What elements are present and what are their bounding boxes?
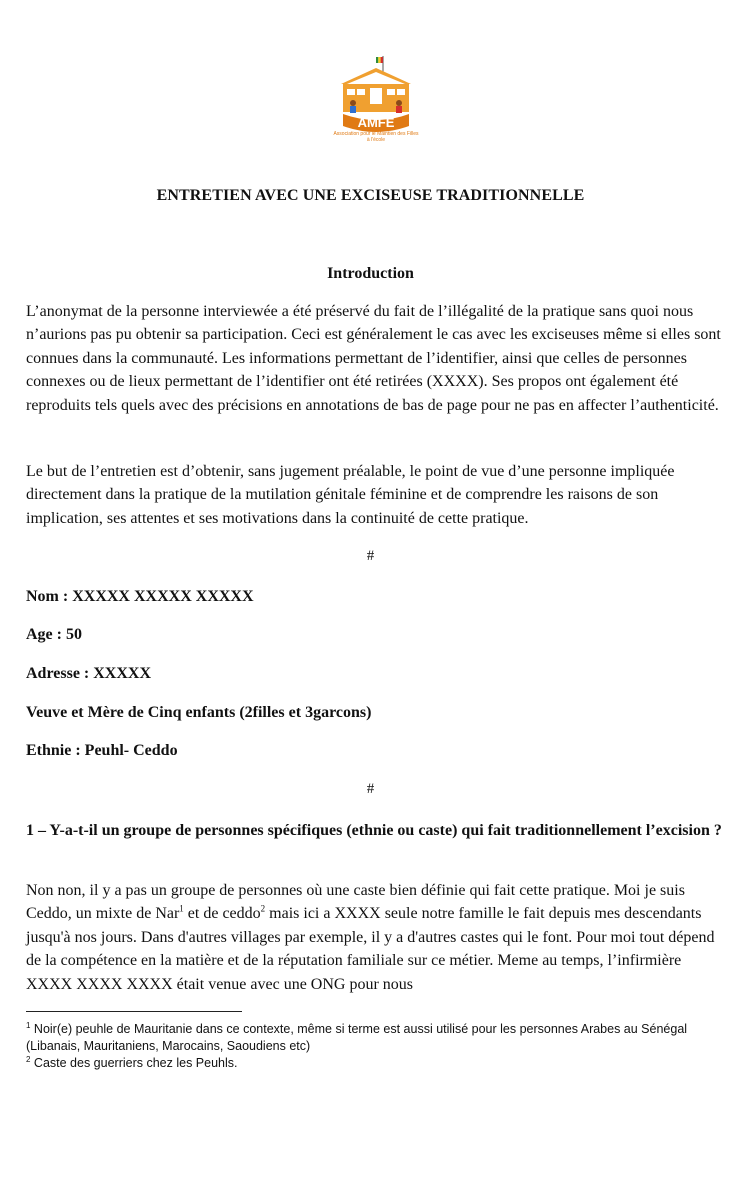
- document-title: ENTRETIEN AVEC UNE EXCISEUSE TRADITIONNELLE: [156, 187, 585, 204]
- profile-ethnie: Ethnie : Peuhl- Ceddo: [26, 742, 178, 759]
- footnotes: [26, 1021, 726, 1072]
- logo-name: AMFE: [357, 115, 395, 130]
- footnote-number: 1: [26, 1020, 31, 1030]
- answer-1-part-c: mais ici a XXXX seule notre famille le fait depuis mes descendants jusqu'à nos jours. Dans d'autres villages par exemple, il y a d'autres castes qui le font. Pour moi tout dépend de la compétence en la matière et de la réputation familiale sur ce métier. Meme au temps, l’infirmière XXXX XXXX XXXX était venue avec une ONG pour nous: [26, 905, 715, 993]
- intro-paragraph-1: L’anonymat de la personne interviewée a été préservé du fait de l’illégalité de la pratique sans quoi nous n’aurions pas pu obtenir sa participation. Ceci est généralement le cas avec les exciseuses même si elles sont connues dans la communauté. Les informations permettant de l’identifier, ainsi que celles de personnes connexes ou de lieux permettant de l’identifier ont été retirées (XXXX). Ses propos ont également été reproduits tels quels avec des précisions en annotations de bas de page pour ne pas en affecter l’authenticité.: [26, 303, 721, 414]
- separator: #: [366, 548, 375, 564]
- logo-subtitle: Association pour le Maintien des Filles à l'école: [333, 131, 419, 143]
- footnote-number: 2: [26, 1054, 31, 1064]
- profile-nom: Nom : XXXXX XXXXX XXXXX: [26, 588, 254, 605]
- footnote-1: [26, 1021, 726, 1055]
- answer-1-part-a: Non non, il y a pas un groupe de personnes où une caste bien définie qui fait cette pratique. Moi je suis Ceddo, un mixte de Nar: [26, 882, 685, 923]
- profile-age: Age : 50: [26, 626, 82, 643]
- footnote-text: Noir(e) peuhle de Mauritanie dans ce contexte, même si terme est aussi utilisé pour les personnes Arabes au Sénégal (Libanais, Mauritaniens, Marocains, Saoudiens etc): [26, 1022, 688, 1053]
- profile-situation: Veuve et Mère de Cinq enfants (2filles et 3garcons): [26, 704, 372, 721]
- footnote-ref-1[interactable]: 1: [179, 904, 184, 915]
- answer-1-part-b: et de ceddo: [183, 905, 261, 923]
- question-1: 1 – Y-a-t-il un groupe de personnes spécifiques (ethnie ou caste) qui fait traditionnellement l’excision ?: [26, 822, 722, 839]
- footnote-divider: [26, 1011, 242, 1012]
- profile-adresse: Adresse : XXXXX: [26, 665, 152, 682]
- answer-1: [26, 879, 726, 996]
- intro-heading: Introduction: [327, 265, 414, 282]
- school-house-flag-logo-icon: [333, 54, 419, 134]
- footnote-ref-2[interactable]: 2: [260, 904, 266, 915]
- footnote-2: [26, 1055, 726, 1072]
- separator: #: [366, 781, 375, 797]
- footnote-text: Caste des guerriers chez les Peuhls.: [30, 1056, 238, 1070]
- amfe-logo: [333, 54, 419, 146]
- intro-paragraph-2: Le but de l’entretien est d’obtenir, sans jugement préalable, le point de vue d’une personne impliquée directement dans la pratique de la mutilation génitale féminine et de comprendre les raisons de son implication, ses attentes et ses motivations dans la continuité de cette pratique.: [26, 463, 675, 527]
